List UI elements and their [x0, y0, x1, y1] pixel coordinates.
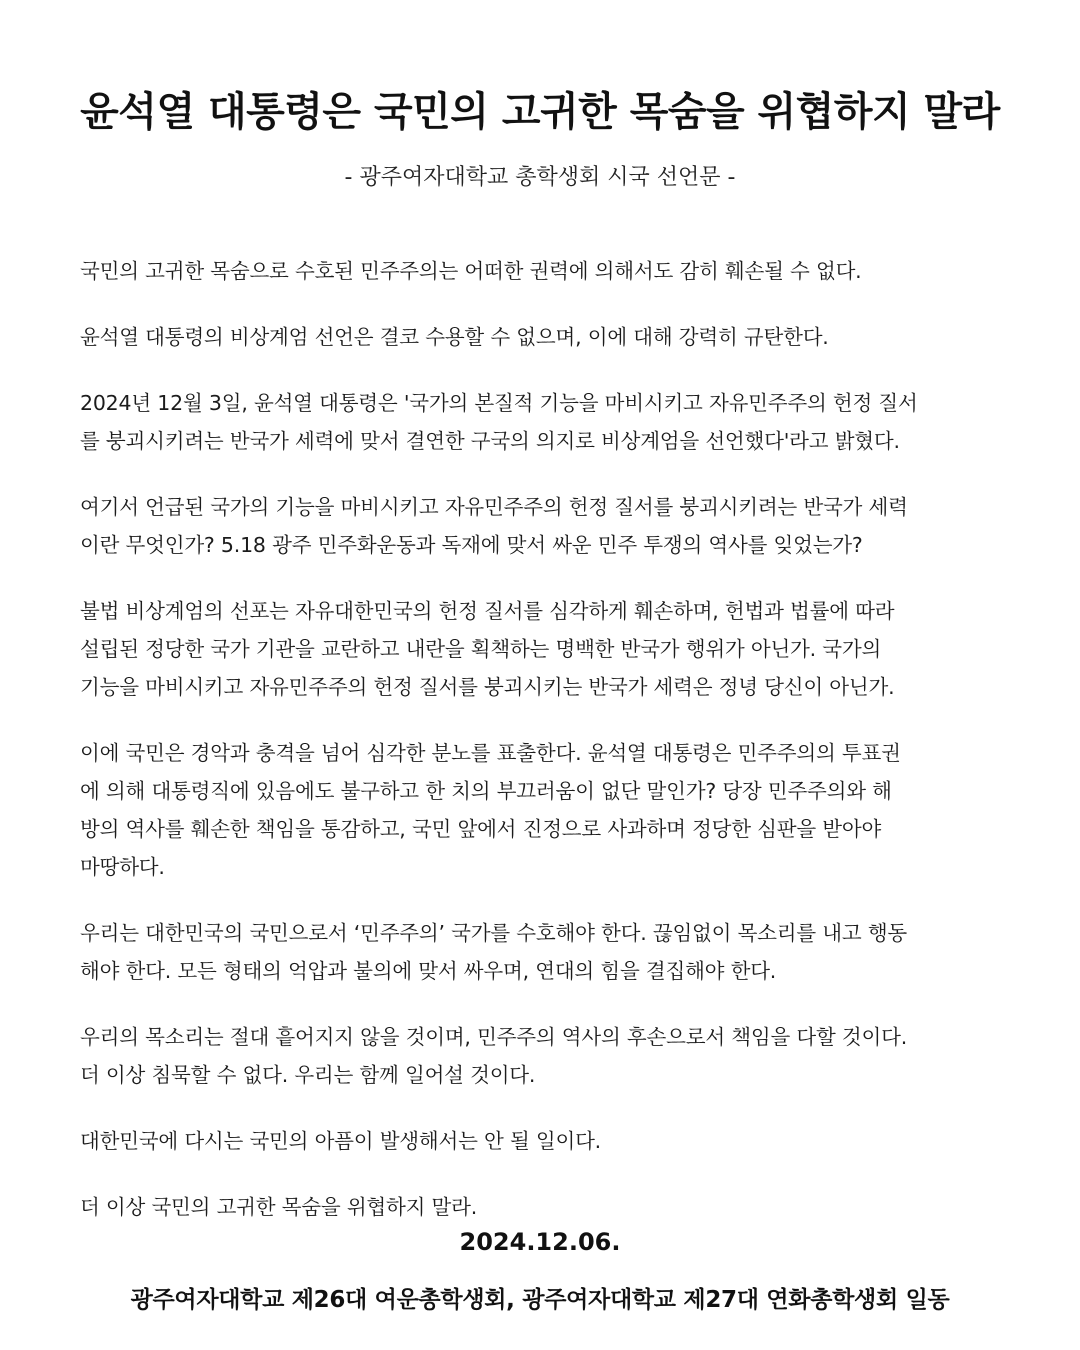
- paragraph-line: 윤석열 대통령의 비상계엄 선언은 결코 수용할 수 없으며, 이에 대해 강력히 규탄한다.: [80, 325, 829, 349]
- paragraph-line: 이란 무엇인가? 5.18 광주 민주화운동과 독재에 맞서 싸운 민주 투쟁의 역사를 잊었는가?: [80, 533, 863, 557]
- paragraph: [80, 318, 1010, 356]
- document-body: [80, 252, 1010, 1254]
- paragraph: [80, 1122, 1010, 1160]
- paragraph-line: 불법 비상계엄의 선포는 자유대한민국의 헌정 질서를 심각하게 훼손하며, 헌법과 법률에 따라: [80, 599, 895, 623]
- paragraph: [80, 252, 1010, 290]
- paragraph-line: 더 이상 침묵할 수 없다. 우리는 함께 일어설 것이다.: [80, 1063, 536, 1087]
- paragraph: [80, 1188, 1010, 1226]
- document-title: 윤석열 대통령은 국민의 고귀한 목숨을 위협하지 말라: [80, 89, 1000, 135]
- paragraph-line: 기능을 마비시키고 자유민주주의 헌정 질서를 붕괴시키는 반국가 세력은 정녕 당신이 아닌가.: [80, 675, 895, 699]
- paragraph: [80, 488, 1010, 564]
- paragraph-line: 방의 역사를 훼손한 책임을 통감하고, 국민 앞에서 진정으로 사과하며 정당한 심판을 받아야: [80, 817, 882, 841]
- document-date: 2024.12.06.: [459, 1228, 621, 1256]
- paragraph: [80, 734, 1010, 886]
- paragraph-line: 해야 한다. 모든 형태의 억압과 불의에 맞서 싸우며, 연대의 힘을 결집해야 한다.: [80, 959, 777, 983]
- paragraph-line: 이에 국민은 경악과 충격을 넘어 심각한 분노를 표출한다. 윤석열 대통령은 민주주의의 투표권: [80, 741, 901, 765]
- paragraph-line: 설립된 정당한 국가 기관을 교란하고 내란을 획책하는 명백한 반국가 행위가 아닌가. 국가의: [80, 637, 882, 661]
- paragraph-line: 국민의 고귀한 목숨으로 수호된 민주주의는 어떠한 권력에 의해서도 감히 훼손될 수 없다.: [80, 259, 862, 283]
- paragraph-line: 더 이상 국민의 고귀한 목숨을 위협하지 말라.: [80, 1195, 478, 1219]
- paragraph-line: 우리의 목소리는 절대 흩어지지 않을 것이며, 민주주의 역사의 후손으로서 책임을 다할 것이다.: [80, 1025, 908, 1049]
- paragraph-line: 대한민국에 다시는 국민의 아픔이 발생해서는 안 될 일이다.: [80, 1129, 602, 1153]
- document-subtitle: - 광주여자대학교 총학생회 시국 선언문 -: [344, 165, 736, 190]
- paragraph: [80, 384, 1010, 460]
- paragraph: [80, 1018, 1010, 1094]
- paragraph-line: 여기서 언급된 국가의 기능을 마비시키고 자유민주주의 헌정 질서를 붕괴시키려는 반국가 세력: [80, 495, 908, 519]
- paragraph-line: 를 붕괴시키려는 반국가 세력에 맞서 결연한 구국의 의지로 비상계엄을 선언했다'라고 밝혔다.: [80, 429, 900, 453]
- paragraph: [80, 592, 1010, 706]
- paragraph-line: 우리는 대한민국의 국민으로서 ‘민주주의’ 국가를 수호해야 한다. 끊임없이 목소리를 내고 행동: [80, 921, 908, 945]
- paragraph: [80, 914, 1010, 990]
- document-signature: 광주여자대학교 제26대 여운총학생회, 광주여자대학교 제27대 연화총학생회 일동: [130, 1287, 950, 1313]
- paragraph-line: 마땅하다.: [80, 855, 165, 879]
- paragraph-line: 2024년 12월 3일, 윤석열 대통령은 '국가의 본질적 기능을 마비시키고 자유민주주의 헌정 질서: [80, 391, 918, 415]
- paragraph-line: 에 의해 대통령직에 있음에도 불구하고 한 치의 부끄러움이 없단 말인가? 당장 민주주의와 해: [80, 779, 892, 803]
